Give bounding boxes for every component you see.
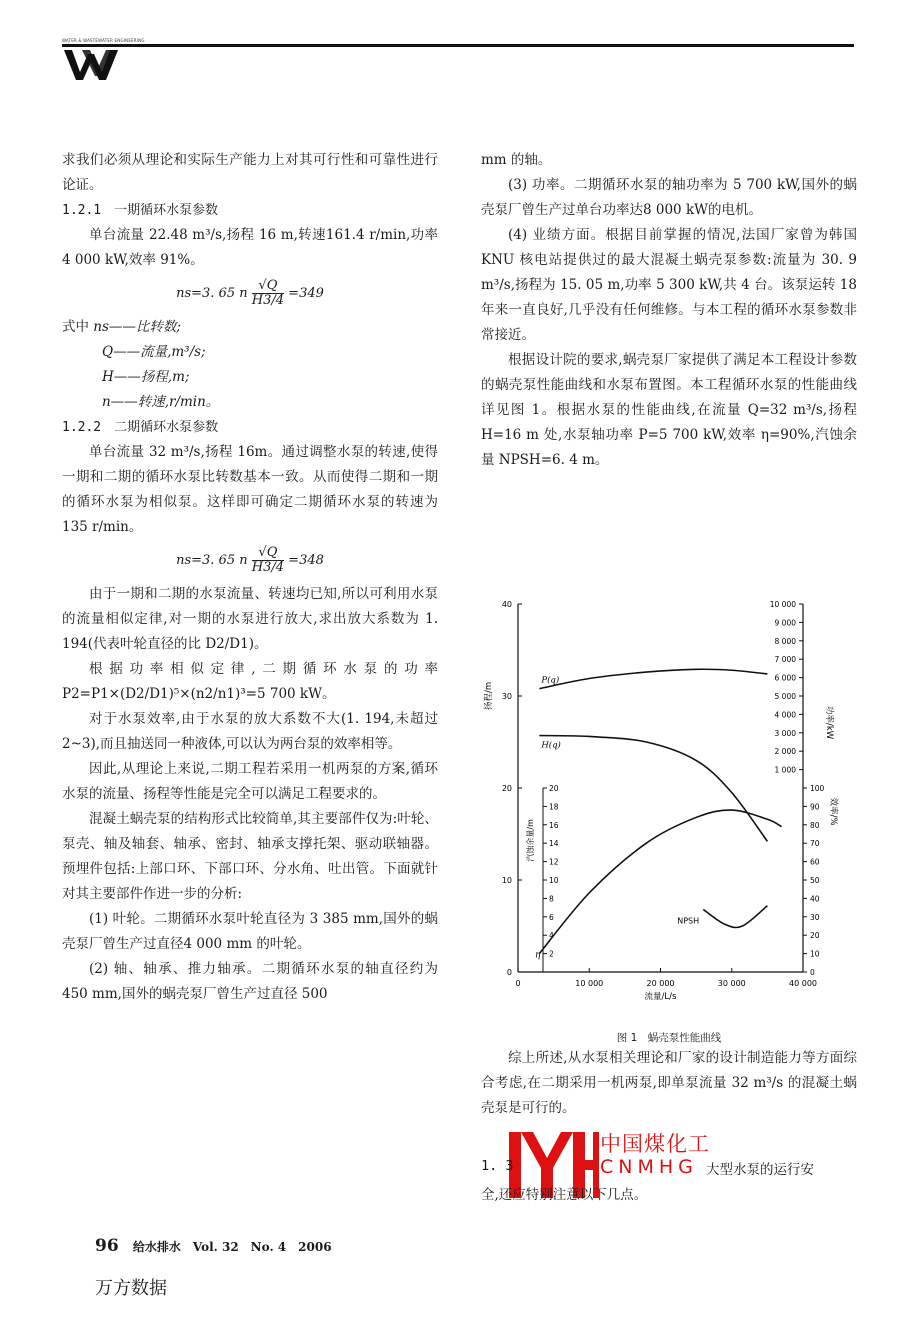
npsh-tick-label: 4 — [549, 931, 554, 941]
label-head-curve: H(q) — [541, 740, 561, 751]
npsh-tick-label: 2 — [549, 949, 554, 959]
npsh-tick-label: 20 — [549, 784, 559, 793]
logo-small-text: WATER & WASTEWATER ENGINEERING — [62, 38, 145, 43]
def-q: Q——流量,m³/s; — [102, 344, 206, 360]
right-para-1: mm 的轴。 — [481, 152, 552, 168]
left-para-2: 单台流量 22.48 m³/s,扬程 16 m,转速161.4 r/min,功率 4 000 kW,效率 91%。 — [62, 227, 438, 268]
eff-tick-label: 60 — [810, 857, 820, 867]
head-tick-label: 30 — [501, 692, 512, 701]
power-tick-label: 5 000 — [774, 692, 796, 701]
power-axis-label: 功率/kW — [824, 706, 834, 740]
eff-tick-label: 80 — [810, 820, 820, 830]
def-h: H——扬程,m; — [102, 369, 190, 385]
left-para-5: 根据功率相似定律,二期循环水泵的功率 P2=P1×(D2/D1)⁵×(n2/n1)³=5 700 kW。 — [62, 661, 438, 702]
pump-performance-figure — [481, 594, 857, 1026]
watermark-en-text: CNMHG — [600, 1156, 698, 1178]
right-para-2: (3) 功率。二期循环水泵的轴功率为 5 700 kW,国外的蜗壳泵厂曾生产过单台功率达8 000 kW的电机。 — [481, 177, 857, 218]
power-tick-label: 2 000 — [774, 747, 796, 757]
eff-tick-label: 70 — [810, 839, 820, 849]
npsh-tick-label: 16 — [549, 820, 559, 830]
label-power-curve: P(q) — [541, 675, 560, 686]
npsh-tick-label: 6 — [549, 912, 554, 922]
journal-info: 给水排水 Vol. 32 No. 4 2006 — [132, 1240, 332, 1254]
right-para-5: 综上所述,从水泵相关理论和厂家的设计制造能力等方面综合考虑,在二期采用一机两泵,即单泵流量 32 m³/s 的混凝土蜗壳泵是可行的。 — [481, 1050, 857, 1116]
def-n: n——转速,r/min。 — [102, 394, 220, 410]
right-column — [481, 148, 857, 473]
npsh-axis-label: 汽蚀余量/m — [526, 819, 535, 862]
left-para-1: 求我们必须从理论和实际生产能力上对其可行性和可靠性进行论证。 — [62, 152, 438, 193]
page-footer — [95, 1236, 332, 1256]
npsh-tick-label: 14 — [549, 839, 559, 849]
left-para-9: (1) 叶轮。二期循环水泵叶轮直径为 3 385 mm,国外的蜗壳泵厂曾生产过直径4 000 mm 的叶轮。 — [62, 911, 438, 952]
head-axis-label: 扬程/m — [484, 681, 494, 710]
head-tick-label: 0 — [506, 968, 512, 977]
left-para-10: (2) 轴、轴承、推力轴承。二期循环水泵的轴直径约为 450 mm,国外的蜗壳泵厂曾生产过直径 500 — [62, 961, 438, 1002]
right-para-3: (4) 业绩方面。根据目前掌握的情况,法国厂家曾为韩国 KNU 核电站提供过的最大混凝土蜗壳泵参数:流量为 30. 9 m³/s,扬程为 15. 05 m,功率 5 300 kW,共 4 台。该泵运转 18 年来一直良好,几乎没有任何维修。与本工程的循环水泵参数非常接近。 — [481, 227, 857, 343]
left-para-6: 对于水泵效率,由于水泵的放大系数不大(1. 194,未超过 2~3),而且抽送同一种液体,可以认为两台泵的效率相等。 — [62, 711, 438, 752]
section-1-3-line-2: 全,还应特别注意以下几点。 — [481, 1187, 648, 1203]
eff-tick-label: 40 — [810, 894, 820, 904]
page-number: 96 — [95, 1236, 119, 1256]
power-tick-label: 4 000 — [774, 710, 796, 720]
left-para-3: 单台流量 32 m³/s,扬程 16m。通过调整水泵的转速,使得一期和二期的循环水泵比转数基本一致。从而使得二期和一期的循环水泵为相似泵。这样即可确定二期循环水泵的转速为 135 r/min。 — [62, 444, 438, 535]
conclusion-block — [481, 1046, 857, 1121]
left-para-8: 混凝土蜗壳泵的结构形式比较简单,其主要部件仅为:叶轮、泵壳、轴及轴套、轴承、密封、轴承支撑托架、驱动联轴器。预埋件包括:上部口环、下部口环、分水角、吐出管。下面就针对其主要部件作进一步的分析: — [62, 811, 438, 902]
eff-axis-label: 效率/% — [828, 797, 838, 826]
x-tick-label: 20 000 — [646, 979, 675, 988]
defs-title: 式中 — [62, 319, 89, 335]
formula-1-denominator: H3/4 — [251, 293, 285, 308]
power-tick-label: 10 000 — [769, 600, 796, 609]
curve-npsh — [703, 906, 767, 928]
npsh-tick-label: 12 — [549, 857, 559, 867]
eff-tick-label: 10 — [810, 949, 820, 959]
eff-tick-label: 20 — [810, 931, 820, 941]
head-tick-label: 20 — [501, 784, 512, 793]
section-1-3-number: 1. 3 — [481, 1158, 514, 1174]
npsh-tick-label: 18 — [549, 802, 559, 812]
symbol-definitions — [62, 315, 438, 415]
eta-axis-label: η — [535, 950, 541, 961]
eff-tick-label: 0 — [810, 968, 815, 977]
source-label: 万方数据 — [95, 1278, 167, 1299]
formula-1-rhs: =349 — [288, 286, 324, 301]
pump-performance-chart — [481, 594, 857, 1026]
formula-1 — [62, 279, 438, 309]
power-tick-label: 6 000 — [774, 673, 796, 683]
formula-2 — [62, 546, 438, 576]
left-para-4: 由于一期和二期的水泵流量、转速均已知,所以可利用水泵的流量相似定律,对一期的水泵进行放大,求出放大系数为 1. 194(代表叶轮直径的比 D2/D1)。 — [62, 586, 438, 652]
eff-tick-label: 90 — [810, 802, 820, 812]
eff-tick-label: 50 — [810, 876, 820, 885]
power-tick-label: 9 000 — [774, 618, 796, 628]
formula-2-numerator: √Q — [252, 546, 284, 561]
section-1-2-2-heading: 1.2.2 二期循环水泵参数 — [62, 420, 219, 435]
left-para-7: 因此,从理论上来说,二期工程若采用一机两泵的方案,循环水泵的流量、扬程等性能是完全可以满足工程要求的。 — [62, 761, 438, 802]
eff-tick-label: 30 — [810, 912, 820, 922]
curve-eta — [539, 810, 781, 954]
x-tick-label: 0 — [515, 979, 521, 988]
right-para-4: 根据设计院的要求,蜗壳泵厂家提供了满足本工程设计参数的蜗壳泵性能曲线和水泵布置图。本工程循环水泵的性能曲线详见图 1。根据水泵的性能曲线,在流量 Q=32 m³/s,扬程 H=16 m 处,水泵轴功率 P=5 700 kW,效率 η=90%,汽蚀余量 NPSH=6. 4 m。 — [481, 352, 857, 468]
npsh-tick-label: 8 — [549, 894, 554, 904]
formula-2-denominator: H3/4 — [251, 560, 285, 575]
def-ns: ns——比转数; — [93, 319, 181, 335]
power-tick-label: 1 000 — [774, 765, 796, 775]
figure-caption: 图 1 蜗壳泵性能曲线 — [616, 1032, 722, 1044]
formula-2-lhs: ns=3. 65 n — [176, 553, 248, 568]
head-tick-label: 10 — [501, 876, 512, 885]
x-axis-label: 流量/L/s — [644, 992, 677, 1002]
formula-1-lhs: ns=3. 65 n — [176, 286, 248, 301]
label-npsh-curve: NPSH — [677, 916, 700, 926]
curve-pq — [539, 669, 767, 688]
power-tick-label: 8 000 — [774, 636, 796, 646]
x-tick-label: 10 000 — [575, 979, 604, 988]
formula-2-rhs: =348 — [288, 553, 324, 568]
watermark-cn-text: 中国煤化工 — [600, 1132, 710, 1156]
x-tick-label: 40 000 — [789, 979, 817, 988]
npsh-tick-label: 10 — [549, 876, 559, 885]
curve-hq — [539, 736, 767, 842]
x-tick-label: 30 000 — [717, 979, 746, 988]
eff-tick-label: 100 — [810, 784, 825, 793]
head-tick-label: 40 — [501, 600, 512, 609]
section-1-3-text: 大型水泵的运行安 — [706, 1162, 814, 1178]
power-tick-label: 3 000 — [774, 728, 796, 738]
power-tick-label: 7 000 — [774, 655, 796, 665]
header-rule — [62, 44, 854, 47]
section-1-2-1-heading: 1.2.1 一期循环水泵参数 — [62, 203, 219, 218]
left-column — [62, 148, 438, 1007]
formula-1-numerator: √Q — [252, 279, 284, 294]
